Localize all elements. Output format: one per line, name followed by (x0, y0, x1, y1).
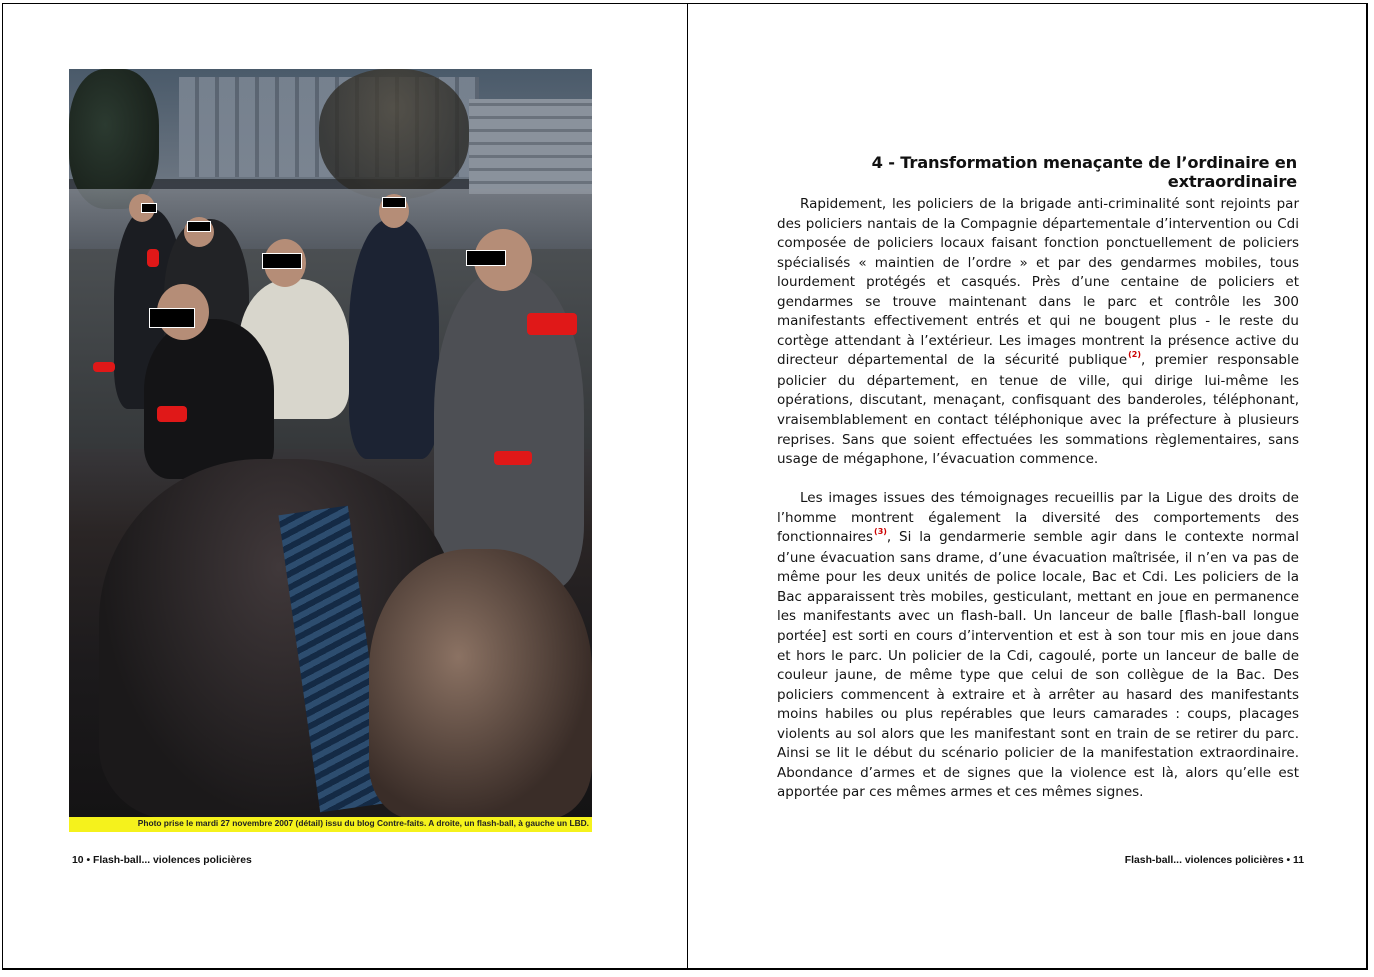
photo-caption (69, 817, 592, 832)
red-armband (93, 362, 115, 372)
page-gutter (687, 4, 688, 968)
censor-bar (187, 221, 211, 232)
tree (69, 69, 159, 209)
censor-bar (141, 203, 157, 213)
protest-photo (69, 69, 592, 817)
censor-bar (149, 308, 195, 328)
section-title: 4 - Transformation menaçante de l’ordinaire en extraordinaire (871, 153, 1297, 191)
body-text (777, 195, 1299, 823)
folio-left: 10 • Flash-ball... violences policières (72, 855, 252, 866)
protester (349, 219, 439, 459)
crowd-foreground (369, 549, 592, 817)
censor-bar (466, 250, 506, 266)
paragraph: Rapidement, les policiers de la brigade anti-criminalité sont rejoints par des policiers nantais de la Compagnie départementale d’intervention ou Cdi composée de policiers locaux faisant fonction ponctuellement de policiers spécialisés « maintien de l’ordre » et par des gendarmes mobiles, tous lourdement protégés et casqués. Près d’une centaine de policiers et gendarmes se trouve maintenant dans le parc et contrôle les 300 manifestants effectivement entrés et qui ne bougent plus - le reste du cortège attendant à l’extérieur. Les images montrent la présence active du directeur départemental de la sécurité publique$^{(2)}$, premier responsable policier du département, en tenue de ville, qui dirige lui-même les opérations, discutant, menaçant, confisquant des banderoles, téléphonant, vraisemblablement en contact téléphonique avec la préfecture à plusieurs reprises. Sans que soient effectuées les sommations règlementaires, sans usage de mégaphone, l’évacuation commence. (777, 196, 1299, 468)
red-armband (527, 313, 577, 335)
footnote-ref[interactable]: (3) (874, 527, 887, 537)
red-armband (147, 249, 159, 267)
censor-bar (382, 197, 406, 208)
red-armband (494, 451, 532, 465)
footnote-ref[interactable]: (2) (1128, 350, 1142, 360)
censor-bar (262, 253, 302, 269)
paragraph: Les images issues des témoignages recueillis par la Ligue des droits de l’homme montrent également la diversité des comportements des fonctionnaires$^{(3)}$, Si la gendarmerie semble agir dans le contexte normal d’une évacuation sans drame, d’une évacuation maîtrisée, il n’en va pas de même pour les deux unités de police locale, Bac et Cdi. Les policiers de la Bac apparaissent très mobiles, gesticulant, mettant en joue en permanence les manifestants avec un flash-ball. Un lanceur de balle [flash-ball longue portée] est sorti en cours d’intervention et est à son tour mis en joue dans et hors le parc. Un policier de la Cdi, cagoulé, porte un lanceur de balle de couleur jaune, de même type que celui de son collègue de la Bac. Des policiers commencent à extraire et à arrêter au hasard des manifestants moins habiles ou plus repérables que leurs camarades : coups, placages violents au sol alors que les manifestant sont en train de se retirer du parc. Ainsi se lit le début du scénario policier de la manifestation extraordinaire. Abondance d’armes et de signes que la violence est là, alors qu’elle est apportée par ces mêmes armes et ces mêmes signes. (777, 490, 1299, 801)
photo-caption-text: Photo prise le mardi 27 novembre 2007 (détail) issu du blog Contre-faits. A droite, un flash-ball, à gauche un LBD. (137, 818, 589, 828)
officer (144, 319, 274, 479)
red-armband (157, 406, 187, 422)
folio-right: Flash-ball... violences policières • 11 (1124, 855, 1304, 866)
